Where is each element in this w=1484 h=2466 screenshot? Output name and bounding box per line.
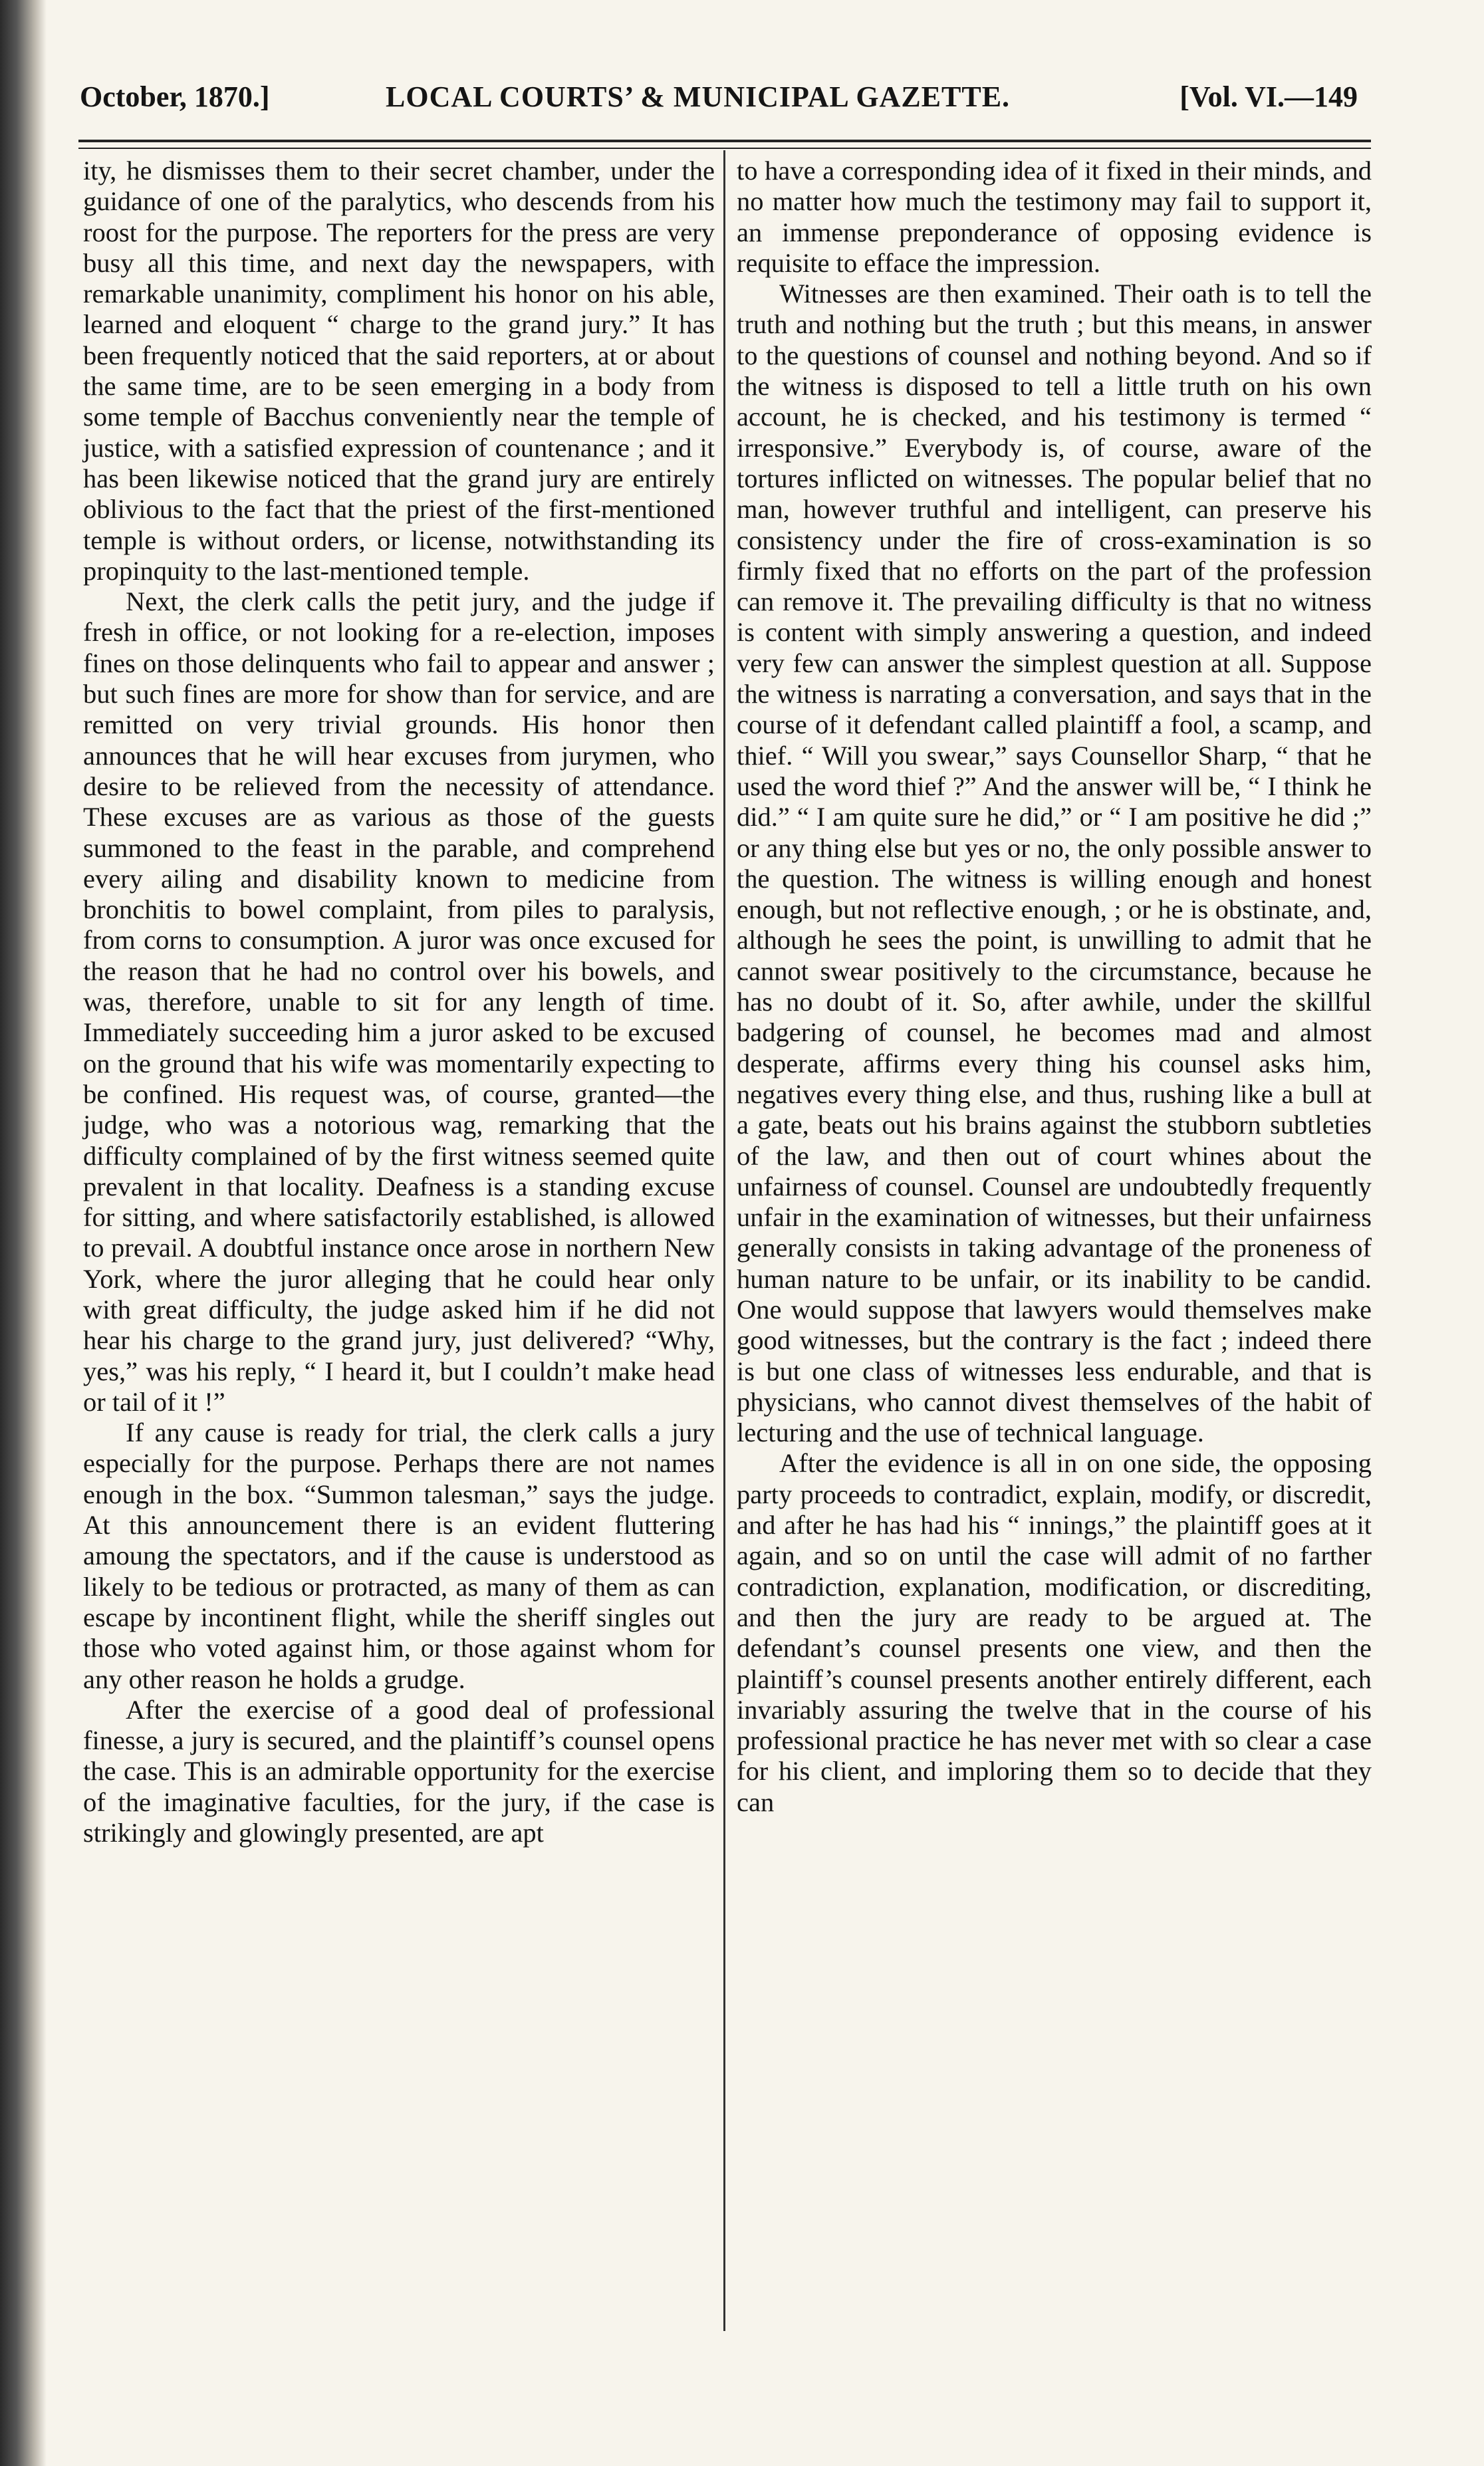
right-column bbox=[737, 156, 1372, 1818]
paragraph: Next, the clerk calls the petit jury, and the judge if fresh in office, or not looking for a re-election, imposes fines on those delinquents who fail to appear and answer ; but such fines are more for show than for service, and are remitted on very trivial grounds. His honor then announces that he will hear excuses from jurymen, who desire to be relieved from the necessity of attendance. These excuses are as various as those of the guests summoned to the feast in the parable, and comprehend every ailing and disability known to medicine from bronchitis to bowel complaint, from piles to paralysis, from corns to consumption. A juror was once excused for the reason that he had no control over his bowels, and was, therefore, unable to sit for any length of time. Immediately succeeding him a juror asked to be excused on the ground that his wife was momentarily expecting to be confined. His request was, of course, granted—the judge, who was a notorious wag, remarking that the difficulty complained of by the first witness seemed quite prevalent in that locality. Deafness is a standing excuse for sitting, and where satisfactorily established, is allowed to prevail. A doubtful instance once arose in northern New York, where the juror alleging that he could hear only with great difficulty, the judge asked him if he did not hear his charge to the grand jury, just delivered? “Why, yes,” was his reply, “ I heard it, but I couldn’t make head or tail of it !” bbox=[83, 586, 715, 1417]
column-divider bbox=[723, 150, 725, 2331]
paragraph: to have a corresponding idea of it fixed in their minds, and no matter how much the testimony may fail to support it, an immense preponderance of opposing evidence is requisite to efface the impression. bbox=[737, 156, 1372, 278]
paragraph: ity, he dismisses them to their secret chamber, under the guidance of one of the paralytics, who descends from his roost for the purpose. The reporters for the press are very busy all this time, and next day the newspapers, with remarkable unanimity, compliment his honor on his able, learned and eloquent “ charge to the grand jury.” It has been frequently noticed that the said reporters, at or about the same time, are to be seen emerging in a body from some temple of Bacchus conveniently near the temple of justice, with a satisfied expression of countenance ; and it has been likewise noticed that the grand jury are entirely oblivious to the fact that the priest of the first-mentioned temple is without orders, or license, notwithstanding its propinquity to the last-mentioned temple. bbox=[83, 156, 715, 586]
paragraph: After the exercise of a good deal of professional finesse, a jury is secured, and the plaintiff’s counsel opens the case. This is an admirable opportunity for the exercise of the imaginative faculties, for the jury, if the case is strikingly and glowingly presented, are apt bbox=[83, 1694, 715, 1848]
binding-edge bbox=[0, 0, 47, 2466]
header-volume: [Vol. VI.—149 bbox=[1179, 80, 1358, 113]
header-rule-thin bbox=[78, 148, 1371, 149]
left-column bbox=[83, 156, 715, 1848]
paragraph: If any cause is ready for trial, the clerk calls a jury especially for the purpose. Perhaps there are not names enough in the box. “Summon talesman,” says the judge. At this announcement there is an evident fluttering amoung the spectators, and if the cause is understood as likely to be tedious or protracted, as many of them as can escape by incontinent flight, while the sheriff singles out those who voted against him, or those against whom for any other reason he holds a grudge. bbox=[83, 1418, 715, 1694]
paragraph: Witnesses are then examined. Their oath is to tell the truth and nothing but the truth ; but this means, in answer to the questions of counsel and nothing beyond. And so if the witness is disposed to tell a little truth on his own account, he is checked, and his testimony is termed “ irresponsive.” Everybody is, of course, aware of the tortures inflicted on witnesses. The popular belief that no man, however truthful and intelligent, can preserve his consistency under the fire of cross-examination is so firmly fixed that no efforts on the part of the profession can remove it. The prevailing difficulty is that no witness is content with simply answering a question, and indeed very few can answer the simplest question at all. Suppose the witness is narrating a conversation, and says that in the course of it defendant called plaintiff a fool, a scamp, and thief. “ Will you swear,” says Counsellor Sharp, “ that he used the word thief ?” And the answer will be, “ I think he did.” “ I am quite sure he did,” or “ I am positive he did ;” or any thing else but yes or no, the only possible answer to the question. The witness is willing enough and honest enough, but not reflective enough, ; or he is obstinate, and, although he sees the point, is unwilling to admit that he cannot swear positively to the circumstance, because he has no doubt of it. So, after awhile, under the skillful badgering of counsel, he becomes mad and almost desperate, affirms every thing his counsel asks him, negatives every thing else, and thus, rushing like a bull at a gate, beats out his brains against the stubborn subtleties of the law, and then out of court whines about the unfairness of counsel. Counsel are undoubtedly frequently unfair in the examination of witnesses, but their unfairness generally consists in taking advantage of the proneness of human nature to be unfair, or its inability to be candid. One would suppose that lawyers would themselves make good witnesses, but the contrary is the fact ; indeed there is but one class of witnesses less endurable, and that is physicians, who cannot divest themselves of the habit of lecturing and the use of technical language. bbox=[737, 279, 1372, 1448]
header-date: October, 1870.] bbox=[80, 80, 270, 113]
header-rule bbox=[78, 140, 1371, 142]
header-title: LOCAL COURTS’ & MUNICIPAL GAZETTE. bbox=[386, 80, 1011, 113]
page-header bbox=[80, 80, 1358, 133]
paragraph: After the evidence is all in on one side, the opposing party proceeds to contradict, explain, modify, or discredit, and after he has had his “ innings,” the plaintiff goes at it again, and so on until the case will admit of no farther contradiction, explanation, modification, or discrediting, and then the jury are ready to be argued at. The defendant’s counsel presents one view, and then the plaintiff’s counsel presents another entirely different, each invariably assuring the twelve that in the course of his professional practice he has never met with so clear a case for his client, and imploring them so to decide that they can bbox=[737, 1448, 1372, 1817]
